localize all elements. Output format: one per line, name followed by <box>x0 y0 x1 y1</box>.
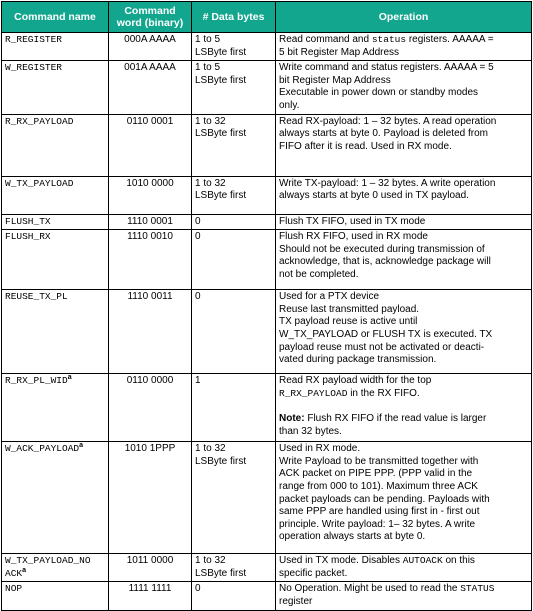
operation-line <box>279 388 528 401</box>
command-name-cell <box>2 214 109 230</box>
command-word-cell: 1011 0000 <box>109 554 192 582</box>
operation-text: Flush TX FIFO, used in TX mode <box>279 215 426 227</box>
data-bytes-line: 1 to 32 <box>195 555 226 567</box>
operation-text: always starts at byte 0. Payload is deleted from <box>279 128 488 140</box>
command-name: W_TX_PAYLOAD <box>5 177 74 189</box>
operation-line <box>279 555 528 568</box>
command-word-cell: 1110 0001 <box>109 214 192 230</box>
command-name-cell <box>2 230 109 290</box>
data-bytes-cell <box>192 61 276 114</box>
note-label: Note: <box>279 412 305 424</box>
operation-text: Executable in power down or standby modes <box>279 87 479 99</box>
command-word-cell: 1110 0010 <box>109 230 192 290</box>
operation-line <box>279 519 528 532</box>
operation-cell <box>276 230 532 290</box>
operation-line <box>279 342 528 355</box>
header-operation: Operation <box>276 2 532 33</box>
command-word-cell: 0110 0001 <box>109 114 192 176</box>
operation-text: Flush RX FIFO if the read value is larger <box>304 412 487 424</box>
command-name: W_REGISTER <box>5 62 63 74</box>
operation-line <box>279 400 528 413</box>
table-row <box>2 554 532 582</box>
data-bytes-line: 1 to 5 <box>195 62 221 74</box>
data-bytes-cell <box>192 230 276 290</box>
operation-cell <box>276 290 532 374</box>
data-bytes-line: LSByte first <box>195 74 247 86</box>
operation-text: Used in RX mode. <box>279 443 361 455</box>
code-term: AUTOACK <box>402 555 443 567</box>
operation-text: No Operation. Might be used to read the <box>279 583 461 595</box>
data-bytes-line: 0 <box>195 291 201 303</box>
command-word-cell: 1010 1PPP <box>109 442 192 554</box>
operation-text: Read RX payload width for the top <box>279 375 432 387</box>
operation-text: bit Register Map Address <box>279 74 391 86</box>
data-bytes-line: 0 <box>195 215 201 227</box>
command-name: W_ACK_PAYLOAD <box>5 443 80 455</box>
table-row <box>2 582 532 610</box>
table-body <box>2 33 532 611</box>
operation-text: Write command and status registers. AAAAA = 5 <box>279 62 494 74</box>
operation-text: Read command and <box>279 34 372 45</box>
operation-line <box>279 256 528 269</box>
command-word-cell: 1110 0011 <box>109 290 192 374</box>
operation-line <box>279 304 528 317</box>
operation-line <box>279 231 528 244</box>
operation-text: in the RX FIFO. <box>347 387 420 399</box>
table-row <box>2 33 532 61</box>
operation-text: W_TX_PAYLOAD or FLUSH TX is executed. TX <box>279 328 493 340</box>
operation-line <box>279 116 528 129</box>
operation-text: than 32 bytes. <box>279 425 342 437</box>
operation-line <box>279 426 528 439</box>
command-name-cell <box>2 33 109 61</box>
operation-text: operation always starts at byte 0. <box>279 531 426 543</box>
command-name-continued: ACK <box>5 567 23 579</box>
data-bytes-cell <box>192 114 276 176</box>
command-name: FLUSH_TX <box>5 215 51 227</box>
code-term: status <box>371 34 407 45</box>
table-row <box>2 176 532 214</box>
operation-text: acknowledge, that is, acknowledge package will <box>279 256 491 268</box>
data-bytes-line: 1 to 32 <box>195 115 226 127</box>
operation-cell <box>276 33 532 61</box>
operation-line <box>279 75 528 88</box>
operation-text: on this <box>442 555 475 567</box>
data-bytes-cell <box>192 554 276 582</box>
operation-line <box>279 531 528 544</box>
footnote-marker: a <box>67 374 72 381</box>
footnote-marker: a <box>79 442 84 449</box>
operation-line <box>279 443 528 456</box>
data-bytes-line: 1 to 5 <box>195 34 221 45</box>
command-word-cell: 000A AAAA <box>109 33 192 61</box>
operation-line <box>279 596 528 609</box>
operation-line <box>279 216 528 229</box>
operation-cell <box>276 114 532 176</box>
operation-line <box>279 456 528 469</box>
command-name: R_RX_PL_WID <box>5 375 68 387</box>
operation-text: Used for a PTX device <box>279 291 380 303</box>
operation-text: registers. AAAAA = <box>406 34 494 45</box>
code-term: R_RX_PAYLOAD <box>279 387 348 399</box>
operation-line <box>279 468 528 481</box>
command-name: R_REGISTER <box>5 34 63 45</box>
header-command-name: Command name <box>2 2 109 33</box>
operation-line <box>279 244 528 257</box>
footnote-marker: a <box>22 566 27 574</box>
data-bytes-line: 1 to 32 <box>195 177 226 189</box>
operation-cell <box>276 176 532 214</box>
data-bytes-line: LSByte first <box>195 190 247 202</box>
operation-text: Flush RX FIFO, used in RX mode <box>279 231 428 243</box>
code-term: STATUS <box>460 583 495 595</box>
operation-cell <box>276 554 532 582</box>
operation-line <box>279 47 528 60</box>
operation-text: TX payload reuse is active until <box>279 316 418 328</box>
operation-text: ACK packet on PIPE PPP. (PPP valid in the <box>279 468 473 480</box>
operation-cell <box>276 61 532 114</box>
data-bytes-line: 1 to 32 <box>195 443 226 455</box>
table-row <box>2 230 532 290</box>
operation-line <box>279 128 528 141</box>
command-name-cell <box>2 582 109 610</box>
operation-line <box>279 481 528 494</box>
operation-line <box>279 494 528 507</box>
data-bytes-cell <box>192 214 276 230</box>
operation-line <box>279 583 528 596</box>
operation-text: Write Payload to be transmitted together with <box>279 455 479 467</box>
command-name: REUSE_TX_PL <box>5 291 68 303</box>
data-bytes-line: 1 <box>195 375 201 387</box>
data-bytes-line: 0 <box>195 231 201 243</box>
operation-text: same PPP are handled using first in - first out <box>279 506 480 518</box>
data-bytes-cell <box>192 582 276 610</box>
operation-line <box>279 34 528 47</box>
operation-line <box>279 568 528 581</box>
operation-line <box>279 141 528 154</box>
operation-line <box>279 100 528 113</box>
operation-text: Should not be executed during transmission of <box>279 243 485 255</box>
operation-text: Write TX-payload: 1 – 32 bytes. A write operation <box>279 177 496 189</box>
table-row <box>2 442 532 554</box>
data-bytes-line: LSByte first <box>195 128 247 140</box>
data-bytes-cell <box>192 374 276 442</box>
command-name-cell <box>2 374 109 442</box>
data-bytes-line: LSByte first <box>195 455 247 467</box>
operation-text: not be completed. <box>279 268 359 280</box>
command-word-cell: 1111 1111 <box>109 582 192 610</box>
command-name-cell <box>2 114 109 176</box>
operation-line <box>279 269 528 282</box>
operation-line <box>279 506 528 519</box>
operation-line <box>279 354 528 367</box>
command-name-cell <box>2 554 109 582</box>
operation-text: range from 000 to 101). Maximum three ACK <box>279 480 478 492</box>
table-row <box>2 290 532 374</box>
operation-line <box>279 316 528 329</box>
data-bytes-line: LSByte first <box>195 46 247 58</box>
operation-line <box>279 178 528 191</box>
operation-text: packet payloads can be pending. Payloads with <box>279 493 490 505</box>
operation-cell <box>276 442 532 554</box>
operation-text: FIFO after it is read. Used in RX mode. <box>279 140 452 152</box>
operation-text: specific packet. <box>279 567 348 579</box>
header-data-bytes: # Data bytes <box>192 2 276 33</box>
operation-text: Reuse last transmitted payload. <box>279 303 420 315</box>
data-bytes-cell <box>192 290 276 374</box>
operation-text: Used in TX mode. Disables <box>279 555 403 567</box>
command-name-cell <box>2 442 109 554</box>
table-header-row <box>2 2 532 33</box>
data-bytes-line: LSByte first <box>195 567 247 579</box>
command-name-cell <box>2 61 109 114</box>
command-name: R_RX_PAYLOAD <box>5 115 74 127</box>
operation-line <box>279 190 528 203</box>
command-name: FLUSH_RX <box>5 231 51 243</box>
data-bytes-cell <box>192 176 276 214</box>
command-word-cell: 1010 0000 <box>109 176 192 214</box>
command-name: NOP <box>5 583 23 595</box>
operation-text: 5 bit Register Map Address <box>279 46 400 58</box>
operation-line <box>279 329 528 342</box>
command-name-cell <box>2 290 109 374</box>
table-row <box>2 61 532 114</box>
table-row <box>2 114 532 176</box>
command-word-cell: 001A AAAA <box>109 61 192 114</box>
operation-cell <box>276 582 532 610</box>
table-row <box>2 374 532 442</box>
operation-text: vated during package transmission. <box>279 354 437 366</box>
operation-text: principle. Write payload: 1– 32 bytes. A write <box>279 518 476 530</box>
table-row <box>2 214 532 230</box>
operation-cell <box>276 214 532 230</box>
operation-line <box>279 413 528 426</box>
operation-line <box>279 62 528 75</box>
operation-text: Read RX-payload: 1 – 32 bytes. A read operation <box>279 115 497 127</box>
operation-text: register <box>279 595 313 607</box>
data-bytes-cell <box>192 33 276 61</box>
data-bytes-line: 0 <box>195 583 201 595</box>
operation-text: payload reuse must not be activated or deacti- <box>279 341 485 353</box>
header-command-word: Command word (binary) <box>109 2 192 33</box>
operation-text: only. <box>279 99 300 111</box>
command-name-cell <box>2 176 109 214</box>
operation-line <box>279 87 528 100</box>
operation-line <box>279 375 528 388</box>
operation-text: always starts at byte 0 used in TX payload. <box>279 190 469 202</box>
spi-command-table <box>1 1 532 611</box>
operation-line <box>279 291 528 304</box>
operation-cell <box>276 374 532 442</box>
data-bytes-cell <box>192 442 276 554</box>
command-name: W_TX_PAYLOAD_NO <box>5 555 91 567</box>
command-word-cell: 0110 0000 <box>109 374 192 442</box>
